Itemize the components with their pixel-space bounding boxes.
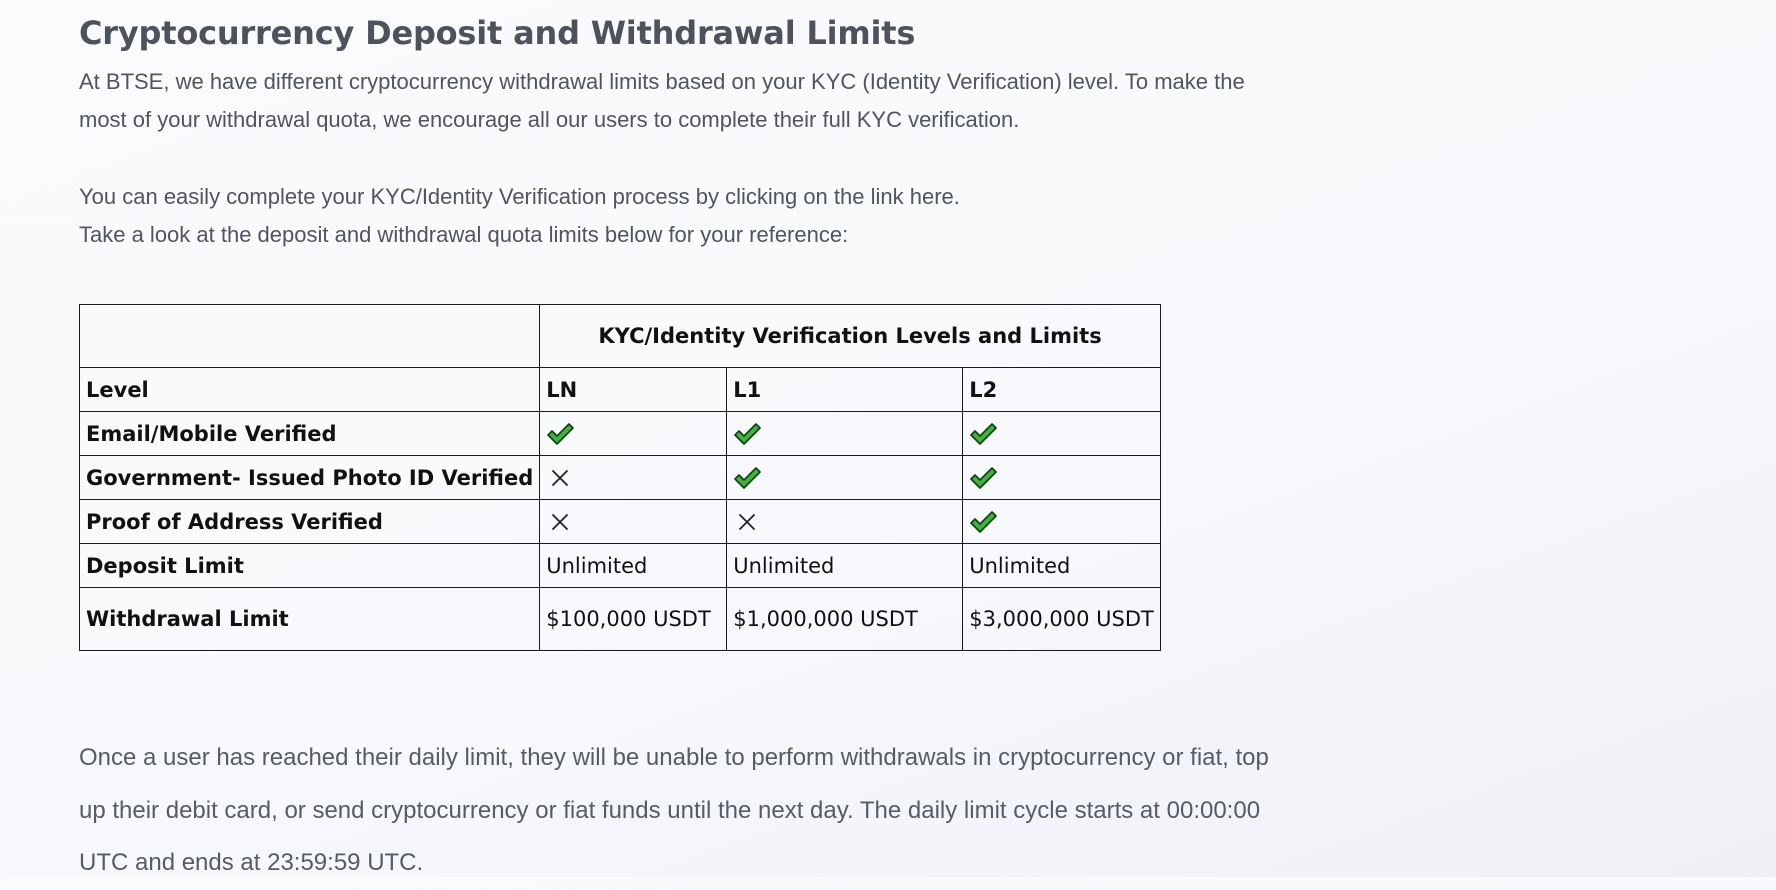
green-checkmark-icon [969, 466, 997, 490]
status-cell [727, 456, 963, 500]
reference-sentence: Take a look at the deposit and withdrawal quota limits below for your reference: [79, 222, 849, 247]
table-corner-cell [80, 305, 540, 368]
note-line: Once a user has reached their daily limit, they will be unable to perform withdrawals in cryptocurrency or fiat, top [79, 744, 1269, 771]
green-checkmark-icon [733, 422, 761, 446]
intro-line: At BTSE, we have different cryptocurrency withdrawal limits based on your KYC (Identity Verification) level. To make the [79, 69, 1245, 94]
green-checkmark-icon [546, 422, 574, 446]
kyc-limits-table [79, 304, 1161, 651]
table-row-proof-of-address [80, 500, 1161, 544]
deposit-limit-l1: Unlimited [727, 544, 963, 588]
deposit-limit-ln: Unlimited [540, 544, 727, 588]
row-label: Email/Mobile Verified [80, 412, 540, 456]
level-l2: L2 [963, 368, 1161, 412]
note-line: up their debit card, or send cryptocurrency or fiat funds until the next day. The daily limit cycle starts at 00:00:00 [79, 796, 1261, 824]
row-label: Deposit Limit [80, 544, 540, 588]
kyc-guide-paragraph [79, 178, 960, 254]
kyc-link-sentence[interactable]: You can easily complete your KYC/Identity Verification process by clicking on the link here. [79, 184, 960, 209]
table-header-title: KYC/Identity Verification Levels and Limits [540, 305, 1161, 368]
withdrawal-limit-ln: $100,000 USDT [540, 588, 727, 651]
status-cell [963, 412, 1161, 456]
page-title: Cryptocurrency Deposit and Withdrawal Limits [79, 14, 916, 52]
note-line: UTC and ends at 23:59:59 UTC. [79, 849, 424, 876]
table-row-level [80, 368, 1161, 412]
row-label: Proof of Address Verified [80, 500, 540, 544]
table-row-email-mobile [80, 412, 1161, 456]
withdrawal-limit-l1: $1,000,000 USDT [727, 588, 963, 651]
status-cell [963, 456, 1161, 500]
cross-icon [733, 510, 761, 534]
withdrawal-limit-l2: $3,000,000 USDT [963, 588, 1161, 651]
cross-icon [546, 510, 574, 534]
status-cell [540, 500, 727, 544]
status-cell [963, 500, 1161, 544]
cross-icon [546, 466, 574, 490]
intro-line: most of your withdrawal quota, we encourage all our users to complete their full KYC verification. [79, 107, 1020, 132]
level-l1: L1 [727, 368, 963, 412]
deposit-limit-l2: Unlimited [963, 544, 1161, 588]
level-ln: LN [540, 368, 727, 412]
row-label: Government- Issued Photo ID Verified [80, 456, 540, 500]
green-checkmark-icon [969, 510, 997, 534]
green-checkmark-icon [733, 466, 761, 490]
intro-paragraph [79, 63, 1245, 139]
status-cell [727, 500, 963, 544]
table-header-row [80, 305, 1161, 368]
table-row-deposit-limit [80, 544, 1161, 588]
status-cell [540, 412, 727, 456]
row-label: Withdrawal Limit [80, 588, 540, 651]
status-cell [540, 456, 727, 500]
green-checkmark-icon [969, 422, 997, 446]
table-row-withdrawal-limit [80, 588, 1161, 651]
table-row-photo-id [80, 456, 1161, 500]
row-label: Level [80, 368, 540, 412]
daily-limit-note [79, 732, 1269, 890]
status-cell [727, 412, 963, 456]
